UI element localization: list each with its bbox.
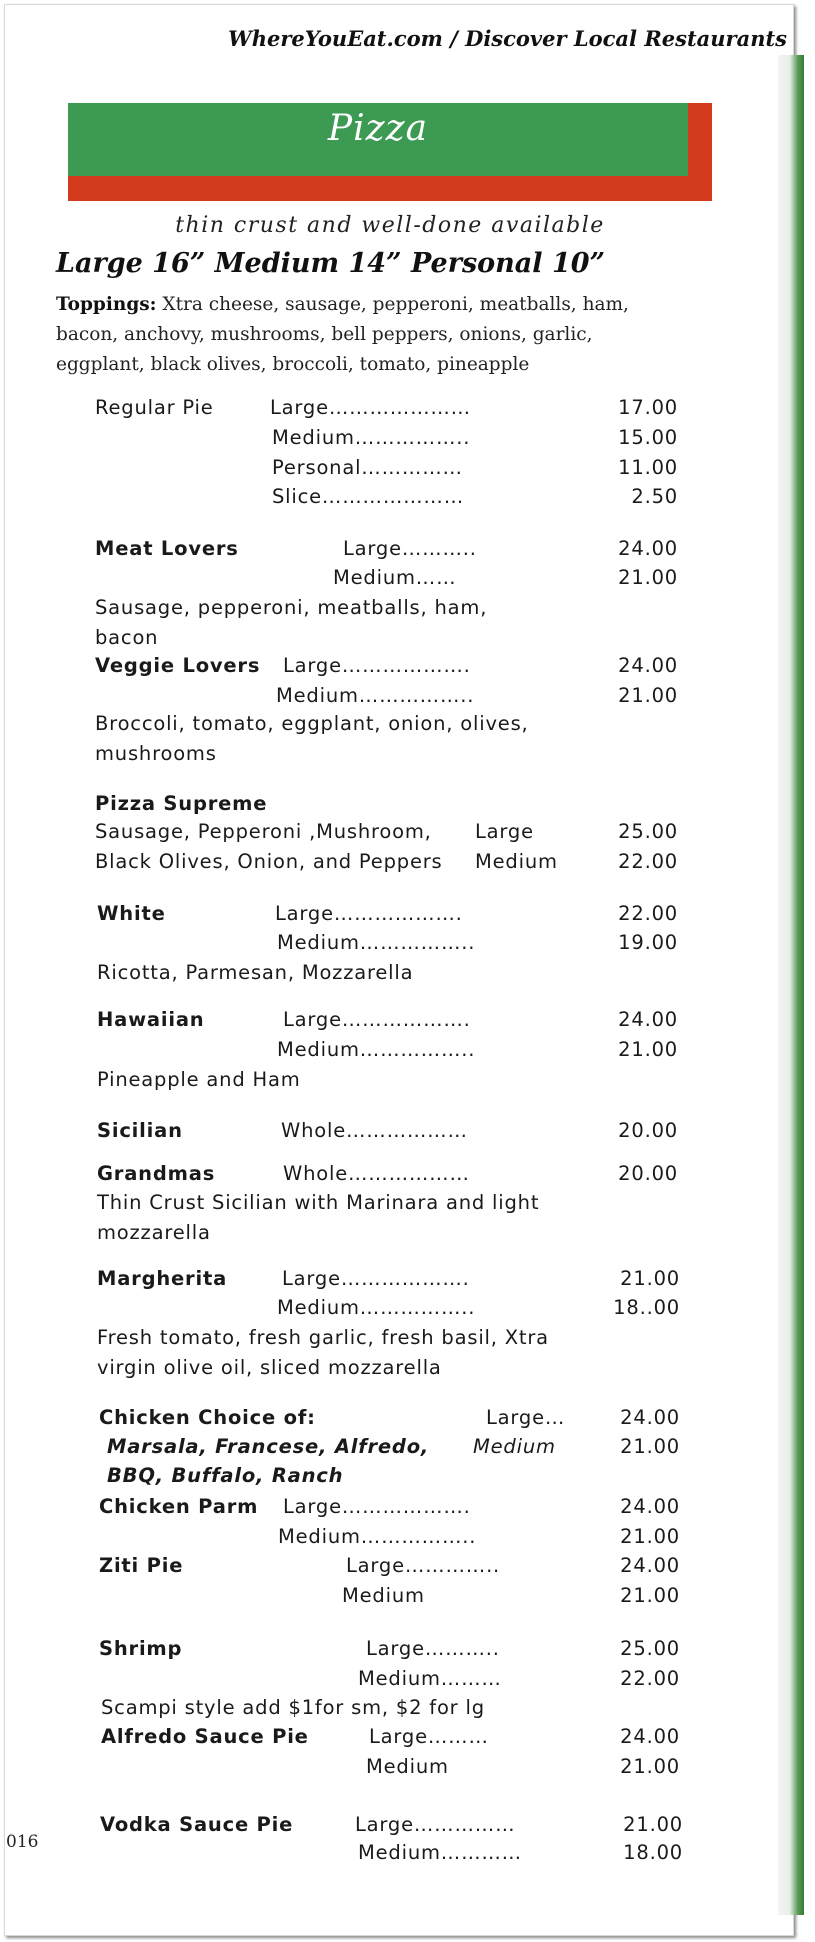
menu-price: 24.00 <box>618 1008 678 1031</box>
menu-text: Medium…………….. <box>277 1296 476 1319</box>
menu-text: Large………….. <box>346 1554 501 1577</box>
menu-text: Medium <box>475 850 558 873</box>
menu-text: virgin olive oil, sliced mozzarella <box>97 1356 442 1379</box>
menu-text: Medium…………….. <box>277 931 476 954</box>
site-header[interactable]: WhereYouEat.com / Discover Local Restaurants <box>228 26 787 51</box>
menu-text: Vodka Sauce Pie <box>100 1813 294 1836</box>
menu-text: Large………………. <box>283 654 471 677</box>
menu-text: Thin Crust Sicilian with Marinara and light <box>97 1191 540 1214</box>
subtitle: thin crust and well-done available <box>175 213 605 238</box>
menu-text: Sausage, pepperoni, meatballs, ham, <box>95 596 488 619</box>
menu-text: Chicken Parm <box>99 1495 259 1518</box>
page-number: 016 <box>6 1832 39 1852</box>
menu-text: Alfredo Sauce Pie <box>101 1725 309 1748</box>
menu-text: Marsala, Francese, Alfredo, <box>107 1435 430 1458</box>
menu-price: 21.00 <box>620 1267 680 1290</box>
menu-price: 25.00 <box>618 820 678 843</box>
menu-price: 21.00 <box>620 1435 680 1458</box>
menu-text: Large……….. <box>343 537 477 560</box>
menu-price: 24.00 <box>618 654 678 677</box>
menu-text: Large……….. <box>366 1637 500 1660</box>
sizes-line: Large 16” Medium 14” Personal 10” <box>56 248 606 279</box>
menu-text: Meat Lovers <box>95 537 239 560</box>
menu-price: 22.00 <box>620 1667 680 1690</box>
toppings-line: Xtra cheese, sausage, pepperoni, meatballs, ham, <box>162 294 629 315</box>
menu-price: 24.00 <box>618 537 678 560</box>
menu-text: Medium <box>366 1755 449 1778</box>
menu-text: Large………………. <box>275 902 463 925</box>
menu-text: Broccoli, tomato, eggplant, onion, olives, <box>95 712 529 735</box>
menu-price: 20.00 <box>618 1162 678 1185</box>
menu-price: 25.00 <box>620 1637 680 1660</box>
menu-text: Scampi style add $1for sm, $2 for lg <box>101 1696 485 1719</box>
menu-text: Sausage, Pepperoni ,Mushroom, <box>95 820 432 843</box>
menu-text: Medium…………….. <box>277 1038 476 1061</box>
toppings-line: eggplant, black olives, broccoli, tomato, pineapple <box>56 354 530 375</box>
toppings-block <box>56 290 676 380</box>
menu-text: Large <box>475 820 534 843</box>
menu-text: Large………………. <box>282 1267 470 1290</box>
menu-text: Chicken Choice of: <box>99 1406 316 1429</box>
menu-price: 21.00 <box>620 1755 680 1778</box>
menu-text: Slice………………… <box>272 485 465 508</box>
menu-text: Medium……… <box>358 1667 502 1690</box>
menu-price: 24.00 <box>620 1725 680 1748</box>
menu-text: Black Olives, Onion, and Peppers <box>95 850 443 873</box>
menu-text: Medium <box>342 1584 425 1607</box>
menu-text: Medium…… <box>333 566 457 589</box>
menu-text: Shrimp <box>99 1637 183 1660</box>
menu-text: Hawaiian <box>97 1008 205 1031</box>
menu-price: 20.00 <box>618 1119 678 1142</box>
menu-text: Ricotta, Parmesan, Mozzarella <box>97 961 414 984</box>
menu-price: 18..00 <box>613 1296 680 1319</box>
menu-price: 21.00 <box>618 566 678 589</box>
menu-price: 24.00 <box>620 1406 680 1429</box>
menu-text: Whole……………… <box>283 1162 470 1185</box>
menu-text: Large…………… <box>355 1813 516 1836</box>
menu-price: 21.00 <box>618 684 678 707</box>
menu-text: Grandmas <box>97 1162 216 1185</box>
menu-text: Pineapple and Ham <box>97 1068 301 1091</box>
menu-text: Sicilian <box>97 1119 183 1142</box>
menu-text: mozzarella <box>97 1221 211 1244</box>
menu-text: Medium………… <box>358 1841 522 1864</box>
menu-price: 22.00 <box>618 902 678 925</box>
menu-text: Medium…………….. <box>272 426 471 449</box>
menu-price: 21.00 <box>620 1584 680 1607</box>
menu-price: 19.00 <box>618 931 678 954</box>
menu-text: Medium…………….. <box>278 1525 477 1548</box>
menu-price: 24.00 <box>620 1554 680 1577</box>
menu-price: 21.00 <box>618 1038 678 1061</box>
menu-text: Medium…………….. <box>276 684 475 707</box>
menu-text: Large… <box>486 1406 566 1429</box>
menu-price: 24.00 <box>620 1495 680 1518</box>
menu-price: 21.00 <box>620 1525 680 1548</box>
page-edge-decoration <box>778 55 804 1915</box>
menu-text: Veggie Lovers <box>95 654 261 677</box>
menu-text: BBQ, Buffalo, Ranch <box>107 1464 344 1487</box>
menu-text: Whole……………… <box>281 1119 468 1142</box>
menu-text: Fresh tomato, fresh garlic, fresh basil, Xtra <box>97 1326 549 1349</box>
menu-text: bacon <box>95 626 159 649</box>
toppings-label: Toppings: <box>56 294 157 315</box>
menu-text: Ziti Pie <box>99 1554 184 1577</box>
menu-text: White <box>97 902 166 925</box>
menu-text: Regular Pie <box>95 396 214 419</box>
menu-text: Personal…………… <box>272 456 463 479</box>
menu-text: Large………………. <box>283 1495 471 1518</box>
menu-price: 21.00 <box>623 1813 683 1836</box>
menu-text: Large……… <box>369 1725 489 1748</box>
menu-text: Medium <box>473 1435 556 1458</box>
menu-text: mushrooms <box>95 742 217 765</box>
menu-text: Large………………. <box>283 1008 471 1031</box>
menu-price: 18.00 <box>623 1841 683 1864</box>
menu-price: 15.00 <box>618 426 678 449</box>
menu-price: 17.00 <box>618 396 678 419</box>
menu-price: 11.00 <box>618 456 678 479</box>
menu-price: 22.00 <box>618 850 678 873</box>
menu-text: Pizza Supreme <box>95 792 268 815</box>
menu-text: Large………………… <box>270 396 471 419</box>
menu-price: 2.50 <box>631 485 678 508</box>
menu-text: Margherita <box>97 1267 228 1290</box>
toppings-line: bacon, anchovy, mushrooms, bell peppers, onions, garlic, <box>56 324 593 345</box>
section-title: Pizza <box>327 108 429 149</box>
